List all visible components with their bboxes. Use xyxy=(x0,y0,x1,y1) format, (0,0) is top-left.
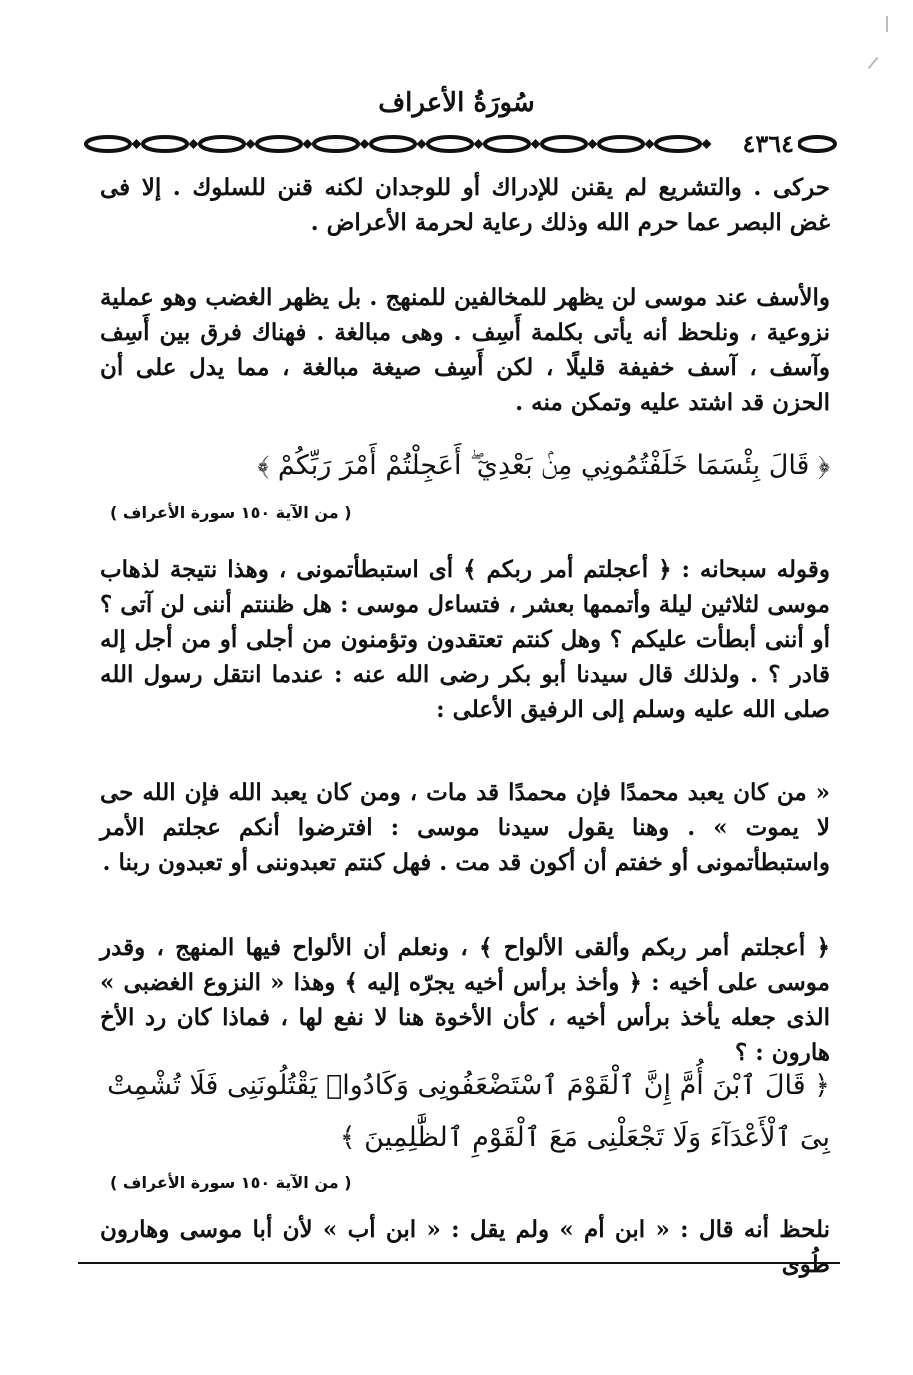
chain-link xyxy=(371,137,415,151)
quran-verse-1: ﴿ قَالَ بِئْسَمَا خَلَفْتُمُونِي مِنۢ بَعْدِيٓ ۖ أَعَجِلْتُمْ أَمْرَ رَبِّكُمْ ﴾ xyxy=(257,450,830,481)
bottom-rule xyxy=(78,1262,840,1264)
chain-link xyxy=(656,137,700,151)
chain-diamond xyxy=(474,139,484,149)
verse-reference-2: ( من الآية ١٥٠ سورة الأعراف ) xyxy=(110,1173,352,1192)
chain-diamond xyxy=(417,139,427,149)
chain-link xyxy=(799,137,835,151)
chain-link xyxy=(86,137,130,151)
page-header-ornament xyxy=(82,126,840,162)
quran-verse-2: ﴿ قَالَ ٱبْنَ أُمَّ إِنَّ ٱلْقَوْمَ ٱسْتَضْعَفُونِى وَكَادُوا۟ يَقْتُلُونَنِى فَلَا تُشْمِتْ بِىَ ٱلْأَعْدَآءَ وَلَا تَجْعَلْنِى مَعَ ٱلْقَوْمِ ٱلظَّٰلِمِينَ ﴾ xyxy=(107,1070,830,1153)
page-number: ٤٣٦٤ xyxy=(738,126,798,162)
paragraph-6 xyxy=(100,1212,830,1282)
chain-link xyxy=(542,137,586,151)
chain-diamond xyxy=(246,139,256,149)
chain-diamond xyxy=(588,139,598,149)
chain-link xyxy=(143,137,187,151)
chain-link xyxy=(314,137,358,151)
chain-diamond xyxy=(531,139,541,149)
surah-title: سُورَةُ الأعراف xyxy=(378,88,535,118)
chain-link xyxy=(428,137,472,151)
chain-ornament-icon xyxy=(82,126,840,162)
scan-margin-mark xyxy=(886,16,888,32)
chain-diamond xyxy=(645,139,655,149)
chain-link xyxy=(485,137,529,151)
chain-diamond xyxy=(189,139,199,149)
scan-margin-slash xyxy=(868,57,879,69)
verse-reference-1: ( من الآية ١٥٠ سورة الأعراف ) xyxy=(110,503,352,522)
chain-link xyxy=(200,137,244,151)
chain-diamond xyxy=(360,139,370,149)
paragraph-2 xyxy=(100,280,830,420)
chain-diamond xyxy=(132,139,142,149)
paragraph-1-text: حركى . والتشريع لم يقنن للإدراك أو للوجدان لكنه قنن للسلوك . إلا فى غض البصر عما حرم الله وذلك رعاية لحرمة الأعراض . xyxy=(100,174,830,236)
paragraph-2-text: والأسف عند موسى لن يظهر للمخالفين للمنهج . بل يظهر الغضب وهو عملية نزوعية ، ونلحظ أنه يأتى بكلمة أَسِف . وهى مبالغة . فهناك فرق بين أَسِف وآسف ، آسف خفيفة قليلًا ، لكن أَسِف صيغة مبالغة ، مما يدل على أن الحزن قد اشتد عليه وتمكن منه . xyxy=(100,284,830,416)
paragraph-3 xyxy=(100,552,830,727)
paragraph-1 xyxy=(100,170,830,240)
chain-link xyxy=(257,137,301,151)
chain-diamond xyxy=(702,139,712,149)
paragraph-5-text: ﴿ أعجلتم أمر ربكم وألقى الألواح ﴾ ، ونعلم أن الألواح فيها المنهج ، وقدر موسى على أخيه : ﴿ وأخذ برأس أخيه يجرّه إليه ﴾ وهذا « النزوع الغضبى » الذى جعله يأخذ برأس أخيه ، كأن الأخوة هنا لا نفع لها ، فماذا كان رد الأخ هارون : ؟ xyxy=(100,934,830,1066)
paragraph-5 xyxy=(100,930,830,1070)
paragraph-4 xyxy=(100,775,830,880)
chain-link xyxy=(599,137,643,151)
paragraph-4-text: « من كان يعبد محمدًا فإن محمدًا قد مات ، ومن كان يعبد الله فإن الله حى لا يموت » . وهنا يقول سيدنا موسى : افترضوا أنكم عجلتم الأمر واستبطأتمونى أو خفتم أن أكون قد مت . فهل كنتم تعبدوننى أو تعبدون ربنا . xyxy=(100,779,830,876)
paragraph-6-text: نلحظ أنه قال : « ابن أم » ولم يقل : « ابن أب » لأن أبا موسى وهارون طُوى xyxy=(100,1216,830,1278)
paragraph-3-text: وقوله سبحانه : ﴿ أعجلتم أمر ربكم ﴾ أى استبطأتمونى ، وهذا نتيجة لذهاب موسى لثلاثين ليلة وأتممها بعشر ، فتساءل موسى : هل ظننتم أننى لن آتى ؟ أو أننى أبطأت عليكم ؟ وهل كنتم تعتقدون وتؤمنون من أجلى أو من أجل إله قادر ؟ . ولذلك قال سيدنا أبو بكر رضى الله عنه : عندما انتقل رسول الله صلى الله عليه وسلم إلى الرفيق الأعلى : xyxy=(100,556,830,723)
chain-diamond xyxy=(303,139,313,149)
